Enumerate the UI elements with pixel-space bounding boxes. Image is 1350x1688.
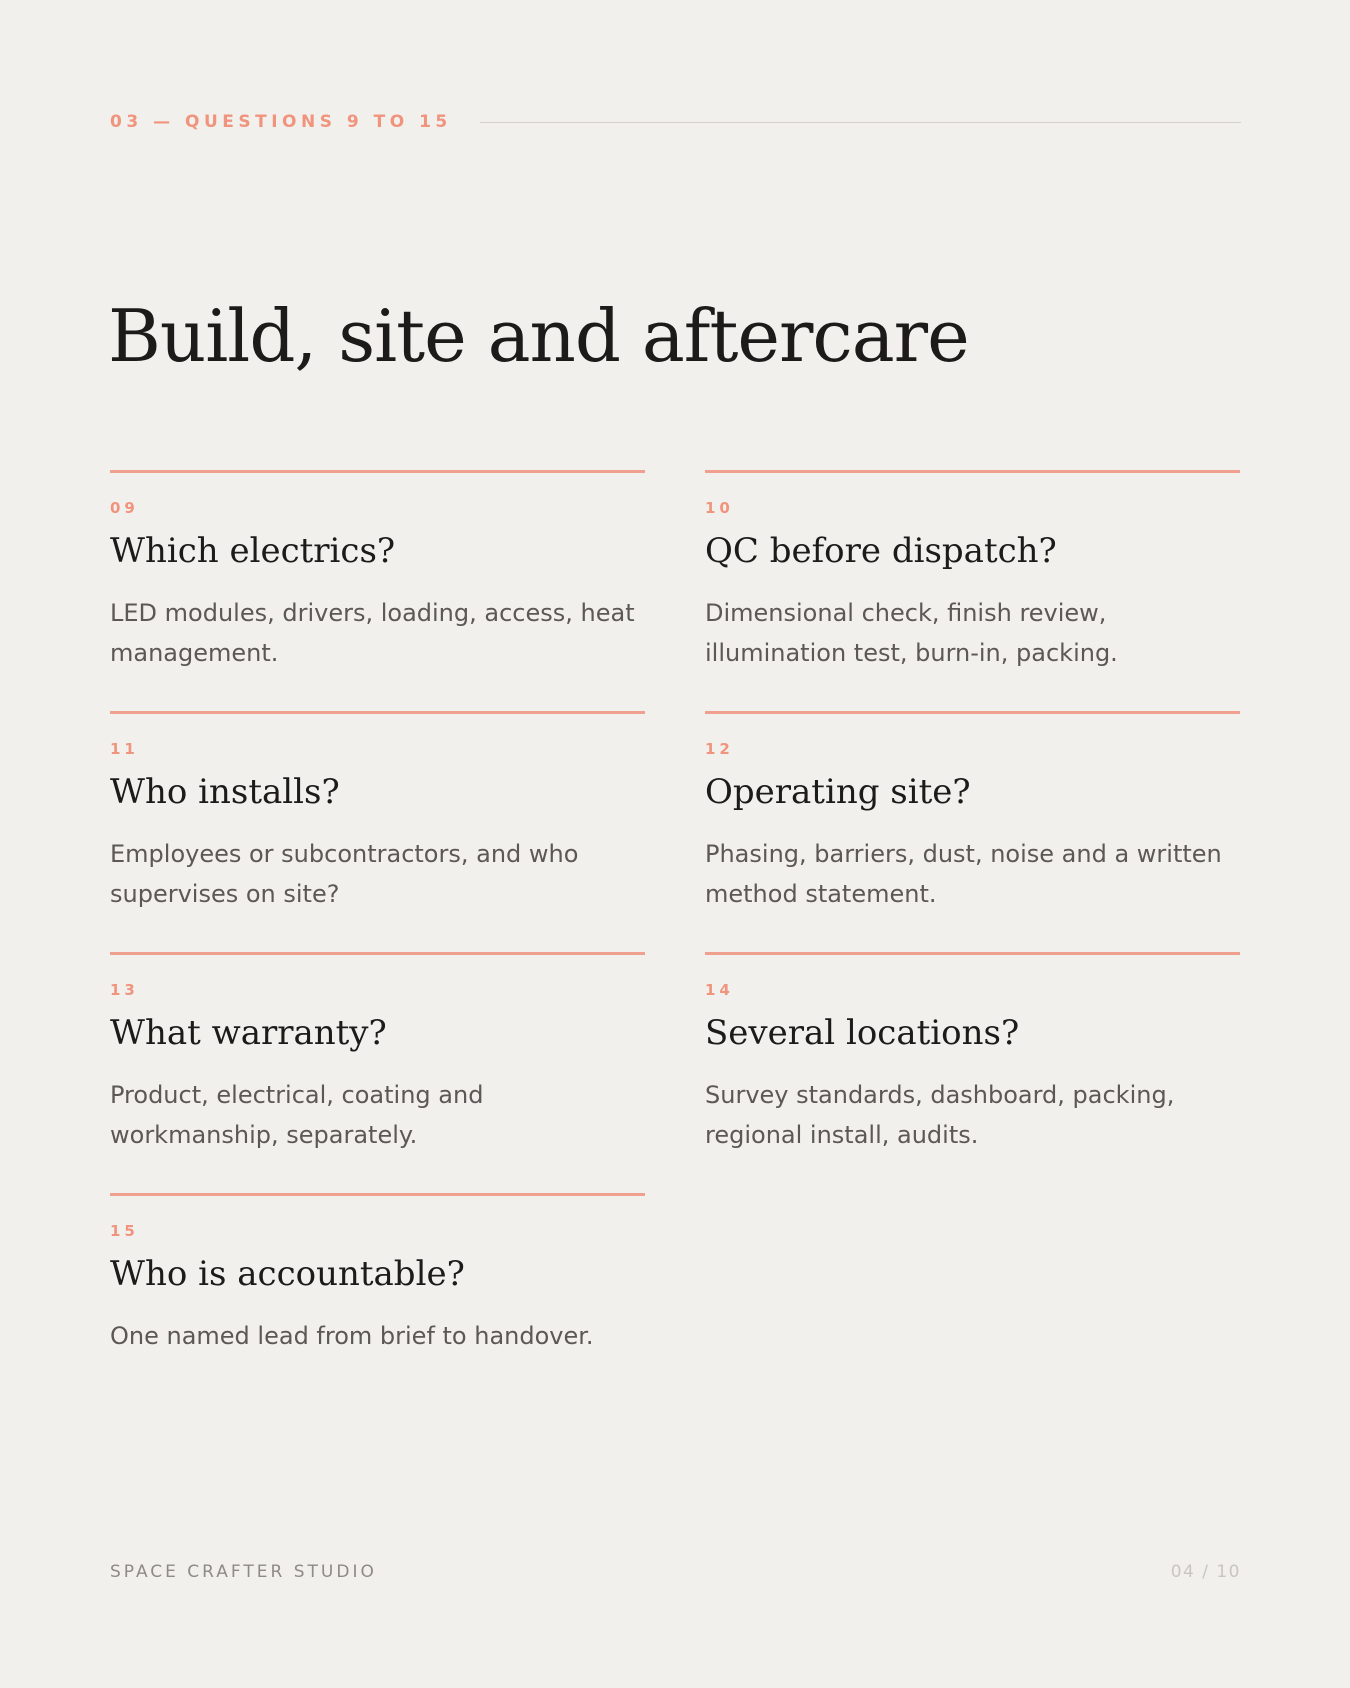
question-number: 11 <box>110 740 139 758</box>
question-item-15 <box>110 1193 645 1350</box>
page-indicator: 04 / 10 <box>1170 1562 1241 1582</box>
section-header <box>110 112 1241 132</box>
question-answer: Product, electrical, coating and workmanship, separately. <box>110 1081 484 1149</box>
question-heading: Who installs? <box>110 772 340 812</box>
question-item-11 <box>110 711 645 908</box>
question-answer: LED modules, drivers, loading, access, heat management. <box>110 599 635 667</box>
question-heading: Operating site? <box>705 772 971 812</box>
question-item-09 <box>110 470 645 667</box>
footer-brand: SPACE CRAFTER STUDIO <box>110 1562 377 1582</box>
question-item-10 <box>705 470 1240 667</box>
question-item-13 <box>110 952 645 1149</box>
question-item-14 <box>705 952 1240 1149</box>
question-number: 14 <box>705 981 734 999</box>
section-label: 03 — QUESTIONS 9 TO 15 <box>110 112 452 132</box>
question-number: 15 <box>110 1222 139 1240</box>
page-title: Build, site and aftercare <box>108 294 969 378</box>
question-answer: Employees or subcontractors, and who supervises on site? <box>110 840 579 908</box>
section-divider <box>480 122 1241 123</box>
question-answer: Phasing, barriers, dust, noise and a written method statement. <box>705 840 1222 908</box>
question-heading: Several locations? <box>705 1013 1020 1053</box>
question-item-12 <box>705 711 1240 908</box>
question-answer: One named lead from brief to handover. <box>110 1322 594 1350</box>
question-number: 12 <box>705 740 734 758</box>
question-answer: Dimensional check, finish review, illumination test, burn-in, packing. <box>705 599 1118 667</box>
question-heading: What warranty? <box>110 1013 387 1053</box>
question-answer: Survey standards, dashboard, packing, regional install, audits. <box>705 1081 1175 1149</box>
question-number: 09 <box>110 499 139 517</box>
question-number: 10 <box>705 499 734 517</box>
question-heading: QC before dispatch? <box>705 531 1057 571</box>
question-heading: Who is accountable? <box>110 1254 465 1294</box>
question-number: 13 <box>110 981 139 999</box>
question-heading: Which electrics? <box>110 531 396 571</box>
